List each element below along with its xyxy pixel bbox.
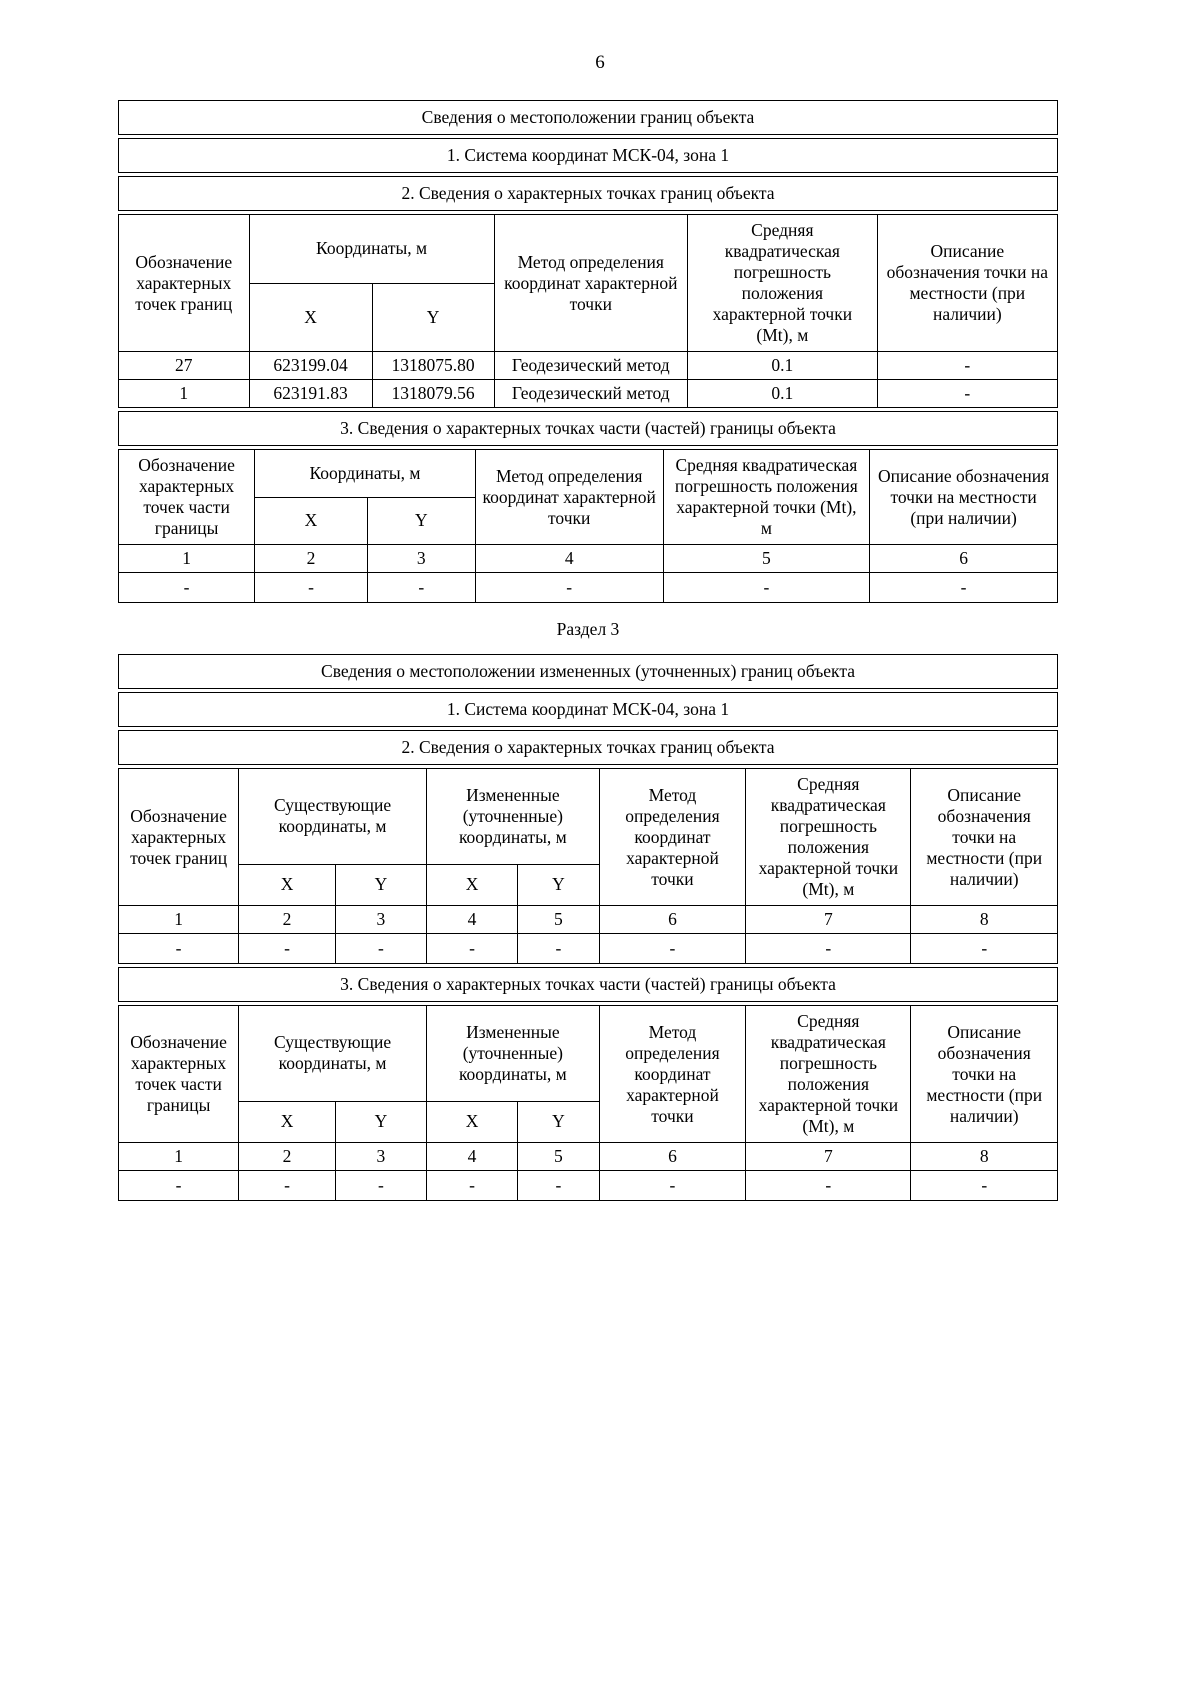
column-header-x: X bbox=[255, 497, 368, 545]
column-number: 8 bbox=[911, 906, 1058, 934]
column-header-changed-coords: Измененные (уточненные) координаты, м bbox=[426, 769, 599, 865]
page-number: 6 bbox=[595, 52, 605, 73]
column-header-method: Метод определения координат характерной точки bbox=[599, 1006, 745, 1143]
column-number: 7 bbox=[746, 906, 911, 934]
column-number: 1 bbox=[119, 545, 255, 573]
column-header-x: X bbox=[239, 1101, 336, 1142]
empty-cell: - bbox=[475, 573, 663, 603]
column-number: 5 bbox=[663, 545, 870, 573]
column-number: 8 bbox=[911, 1143, 1058, 1171]
header-row bbox=[119, 450, 1058, 498]
table1-part3-title: 3. Сведения о характерных точках части (частей) границы объекта bbox=[118, 411, 1058, 446]
column-header-method: Метод определения координат характерной точки bbox=[475, 450, 663, 545]
column-header-existing-coords: Существующие координаты, м bbox=[239, 769, 427, 865]
table2-coord-system: 1. Система координат МСК-04, зона 1 bbox=[118, 692, 1058, 727]
column-header-changed-coords: Измененные (уточненные) координаты, м bbox=[426, 1006, 599, 1102]
table-row bbox=[119, 573, 1058, 603]
cell-description: - bbox=[877, 352, 1057, 380]
column-header-designation: Обозначение характерных точек части границы bbox=[119, 1006, 239, 1143]
cell-method: Геодезический метод bbox=[494, 380, 687, 408]
header-row bbox=[119, 1006, 1058, 1102]
column-number: 2 bbox=[239, 1143, 336, 1171]
cell-error: 0.1 bbox=[688, 352, 878, 380]
column-number-row bbox=[119, 545, 1058, 573]
column-number: 3 bbox=[367, 545, 475, 573]
empty-cell: - bbox=[911, 1171, 1058, 1201]
table1-part3 bbox=[118, 449, 1058, 603]
cell-error: 0.1 bbox=[688, 380, 878, 408]
table2-part2 bbox=[118, 768, 1058, 964]
column-number: 2 bbox=[255, 545, 368, 573]
column-header-x: X bbox=[426, 864, 517, 905]
cell-x: 623199.04 bbox=[249, 352, 372, 380]
column-number: 6 bbox=[870, 545, 1058, 573]
column-number: 5 bbox=[518, 1143, 600, 1171]
section3-label: Раздел 3 bbox=[556, 619, 620, 639]
column-header-error: Средняя квадратическая погрешность положения характерной точки (Mt), м bbox=[663, 450, 870, 545]
cell-y: 1318075.80 bbox=[372, 352, 494, 380]
table-row bbox=[119, 380, 1058, 408]
header-row bbox=[119, 769, 1058, 865]
empty-cell: - bbox=[599, 1171, 745, 1201]
column-header-y: Y bbox=[335, 1101, 426, 1142]
empty-cell: - bbox=[746, 934, 911, 964]
empty-cell: - bbox=[599, 934, 745, 964]
column-header-coordinates: Координаты, м bbox=[249, 215, 494, 284]
column-header-error: Средняя квадратическая погрешность положения характерной точки (Mt), м bbox=[746, 769, 911, 906]
column-number: 6 bbox=[599, 1143, 745, 1171]
header-row bbox=[119, 215, 1058, 284]
column-number: 5 bbox=[518, 906, 600, 934]
column-number: 3 bbox=[335, 1143, 426, 1171]
column-header-description: Описание обозначения точки на местности (при наличии) bbox=[870, 450, 1058, 545]
table1-part2 bbox=[118, 214, 1058, 408]
column-header-method: Метод определения координат характерной точки bbox=[494, 215, 687, 352]
empty-cell: - bbox=[663, 573, 870, 603]
column-number: 1 bbox=[119, 1143, 239, 1171]
cell-method: Геодезический метод bbox=[494, 352, 687, 380]
column-header-coordinates: Координаты, м bbox=[255, 450, 476, 498]
empty-cell: - bbox=[255, 573, 368, 603]
column-number-row bbox=[119, 906, 1058, 934]
empty-cell: - bbox=[911, 934, 1058, 964]
column-number: 7 bbox=[746, 1143, 911, 1171]
cell-y: 1318079.56 bbox=[372, 380, 494, 408]
column-header-existing-coords: Существующие координаты, м bbox=[239, 1006, 427, 1102]
empty-cell: - bbox=[518, 1171, 600, 1201]
column-header-description: Описание обозначения точки на местности (при наличии) bbox=[911, 769, 1058, 906]
empty-cell: - bbox=[119, 934, 239, 964]
table2-title: Сведения о местоположении измененных (уточненных) границ объекта bbox=[118, 654, 1058, 689]
empty-cell: - bbox=[335, 934, 426, 964]
column-header-designation: Обозначение характерных точек части границы bbox=[119, 450, 255, 545]
column-header-y: Y bbox=[335, 864, 426, 905]
empty-cell: - bbox=[335, 1171, 426, 1201]
empty-cell: - bbox=[518, 934, 600, 964]
column-header-x: X bbox=[239, 864, 336, 905]
table2-part3-title: 3. Сведения о характерных точках части (частей) границы объекта bbox=[118, 967, 1058, 1002]
table-row bbox=[119, 934, 1058, 964]
table1-title: Сведения о местоположении границ объекта bbox=[118, 100, 1058, 135]
column-header-designation: Обозначение характерных точек границ bbox=[119, 769, 239, 906]
table-row bbox=[119, 352, 1058, 380]
empty-cell: - bbox=[426, 1171, 517, 1201]
table-row bbox=[119, 1171, 1058, 1201]
column-header-x: X bbox=[426, 1101, 517, 1142]
column-number: 4 bbox=[426, 1143, 517, 1171]
cell-description: - bbox=[877, 380, 1057, 408]
cell-point: 1 bbox=[119, 380, 250, 408]
empty-cell: - bbox=[119, 573, 255, 603]
cell-x: 623191.83 bbox=[249, 380, 372, 408]
column-header-x: X bbox=[249, 283, 372, 352]
document-body bbox=[118, 100, 1058, 1201]
empty-cell: - bbox=[367, 573, 475, 603]
boundary-info-table bbox=[118, 100, 1058, 603]
column-header-y: Y bbox=[372, 283, 494, 352]
table1-coord-system: 1. Система координат МСК-04, зона 1 bbox=[118, 138, 1058, 173]
empty-cell: - bbox=[239, 934, 336, 964]
empty-cell: - bbox=[239, 1171, 336, 1201]
column-header-designation: Обозначение характерных точек границ bbox=[119, 215, 250, 352]
table2-part2-title: 2. Сведения о характерных точках границ объекта bbox=[118, 730, 1058, 765]
table1-part2-title: 2. Сведения о характерных точках границ объекта bbox=[118, 176, 1058, 211]
column-header-y: Y bbox=[518, 1101, 600, 1142]
column-header-method: Метод определения координат характерной точки bbox=[599, 769, 745, 906]
column-header-y: Y bbox=[367, 497, 475, 545]
column-number: 2 bbox=[239, 906, 336, 934]
column-header-description: Описание обозначения точки на местности (при наличии) bbox=[877, 215, 1057, 352]
column-header-error: Средняя квадратическая погрешность положения характерной точки (Mt), м bbox=[746, 1006, 911, 1143]
empty-cell: - bbox=[426, 934, 517, 964]
column-header-y: Y bbox=[518, 864, 600, 905]
empty-cell: - bbox=[119, 1171, 239, 1201]
changed-boundary-info-table bbox=[118, 654, 1058, 1201]
column-header-description: Описание обозначения точки на местности (при наличии) bbox=[911, 1006, 1058, 1143]
column-number: 4 bbox=[475, 545, 663, 573]
column-number: 1 bbox=[119, 906, 239, 934]
empty-cell: - bbox=[746, 1171, 911, 1201]
column-number-row bbox=[119, 1143, 1058, 1171]
column-number: 6 bbox=[599, 906, 745, 934]
column-header-error: Средняя квадратическая погрешность положения характерной точки (Mt), м bbox=[688, 215, 878, 352]
column-number: 4 bbox=[426, 906, 517, 934]
table2-part3 bbox=[118, 1005, 1058, 1201]
column-number: 3 bbox=[335, 906, 426, 934]
empty-cell: - bbox=[870, 573, 1058, 603]
cell-point: 27 bbox=[119, 352, 250, 380]
